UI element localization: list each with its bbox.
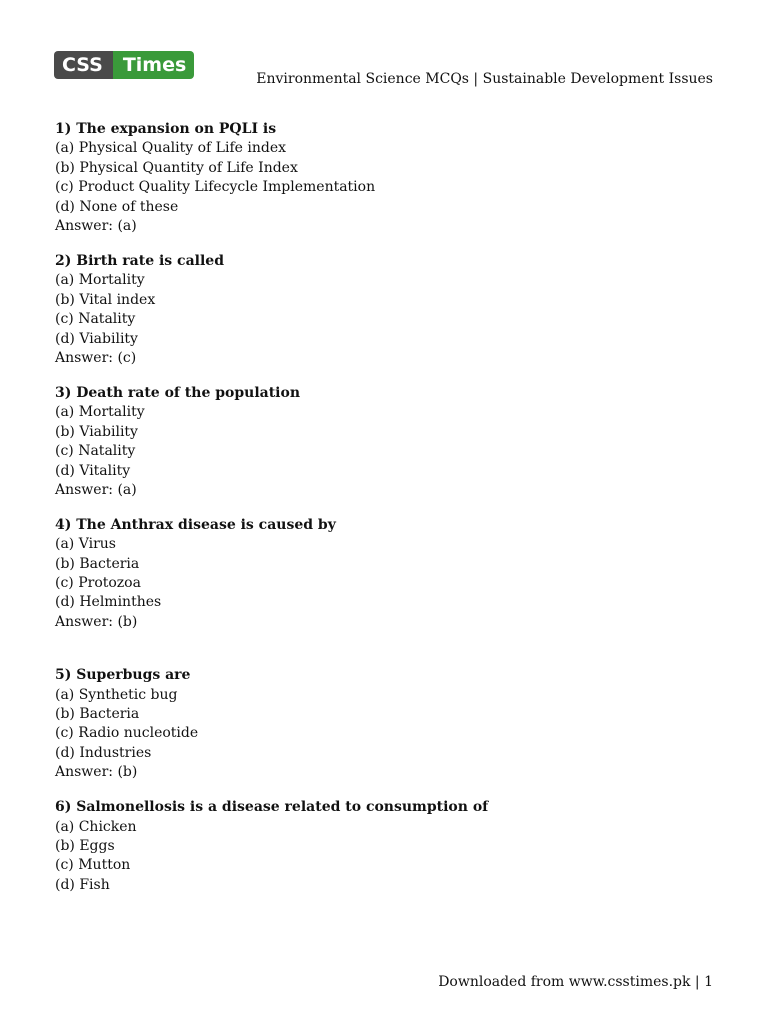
- option-a: (a) Virus: [55, 536, 116, 553]
- option-b: (b) Vital index: [55, 291, 156, 308]
- option-c: (c) Radio nucleotide: [55, 725, 199, 742]
- question-title: 3) Death rate of the population: [55, 384, 301, 401]
- question-2: [55, 252, 715, 368]
- option-c: (c) Natality: [55, 443, 136, 460]
- question-1: [55, 120, 715, 236]
- answer: Answer: (b): [55, 764, 138, 781]
- option-d: (d) Vitality: [55, 462, 131, 479]
- page-footer: Downloaded from www.csstimes.pk | 1: [438, 974, 713, 990]
- option-d: (d) Helminthes: [55, 594, 162, 611]
- option-a: (a) Mortality: [55, 404, 145, 421]
- question-title: 1) The expansion on PQLI is: [55, 121, 277, 137]
- option-b: (b) Eggs: [55, 838, 115, 854]
- question-title: 4) The Anthrax disease is caused by: [55, 516, 336, 533]
- logo-times-text: Times: [113, 51, 194, 79]
- document-header-title: Environmental Science MCQs | Sustainable Development Issues: [256, 71, 713, 87]
- logo-css-text: CSS: [54, 51, 113, 79]
- option-c: (c) Mutton: [55, 857, 131, 874]
- option-b: (b) Viability: [55, 423, 138, 440]
- option-c: (c) Protozoa: [55, 575, 141, 592]
- question-5: [55, 666, 715, 782]
- answer: Answer: (a): [55, 481, 137, 498]
- option-b: (b) Bacteria: [55, 706, 140, 723]
- answer: Answer: (c): [55, 349, 137, 366]
- option-c: (c) Natality: [55, 311, 136, 328]
- option-b: (b) Physical Quantity of Life Index: [55, 159, 298, 176]
- option-d: (d) Viability: [55, 330, 138, 347]
- option-d: (d) None of these: [55, 198, 179, 215]
- option-a: (a) Physical Quality of Life index: [55, 140, 287, 157]
- question-4: [55, 516, 715, 632]
- option-d: (d) Industries: [55, 744, 152, 761]
- csstimes-logo: [54, 51, 194, 79]
- option-a: (a) Synthetic bug: [55, 686, 178, 703]
- answer: Answer: (a): [55, 218, 137, 235]
- option-a: (a) Mortality: [55, 272, 145, 289]
- mcq-list: [55, 120, 715, 895]
- question-title: 6) Salmonellosis is a disease related to consumption of: [55, 799, 489, 816]
- answer: Answer: (b): [55, 613, 138, 630]
- option-b: (b) Bacteria: [55, 555, 140, 572]
- question-title: 2) Birth rate is called: [55, 252, 224, 269]
- question-6: [55, 798, 715, 895]
- option-d: (d) Fish: [55, 876, 110, 893]
- question-title: 5) Superbugs are: [55, 667, 191, 684]
- option-c: (c) Product Quality Lifecycle Implementation: [55, 179, 376, 196]
- question-3: [55, 384, 715, 500]
- option-a: (a) Chicken: [55, 818, 137, 835]
